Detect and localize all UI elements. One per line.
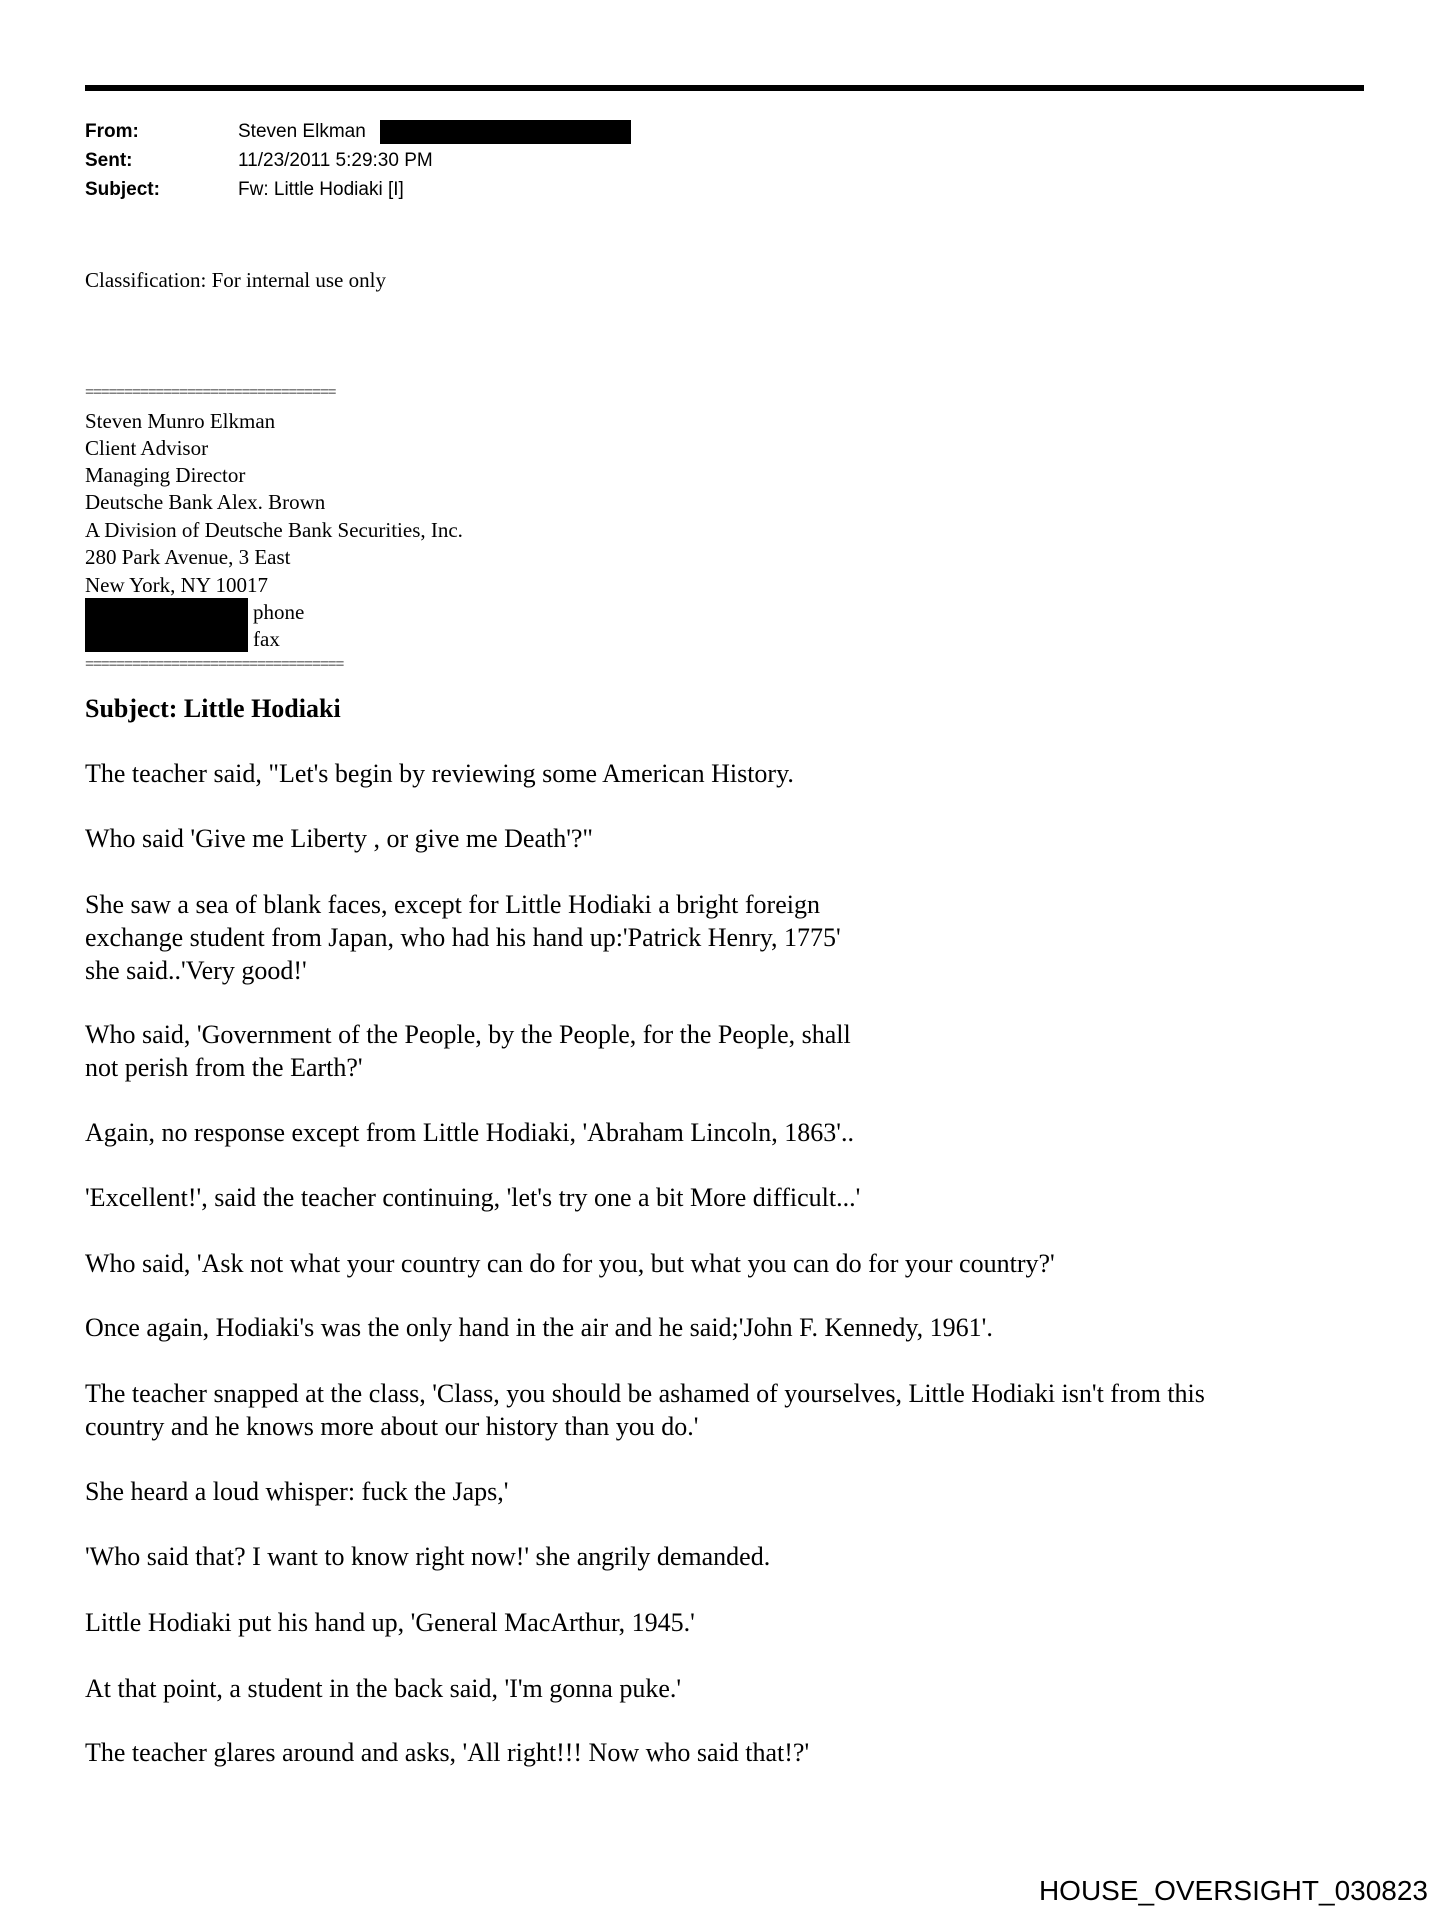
body-line: 'Who said that? I want to know right now!' she angrily demanded. (85, 1542, 771, 1571)
body-line: not perish from the Earth?' (85, 1053, 363, 1082)
body-line: Little Hodiaki put his hand up, 'General MacArthur, 1945.' (85, 1608, 695, 1637)
phone-label: phone (253, 600, 305, 624)
from-label: From: (85, 121, 139, 142)
classification: Classification: For internal use only (85, 268, 386, 292)
body-line: exchange student from Japan, who had his hand up:'Patrick Henry, 1775' (85, 923, 841, 952)
sent-label: Sent: (85, 150, 133, 171)
body-line: 'Excellent!', said the teacher continuing, 'let's try one a bit More difficult...' (85, 1183, 861, 1212)
fax-label: fax (253, 627, 280, 651)
body-line: Once again, Hodiaki's was the only hand in the air and he said;'John F. Kennedy, 1961'. (85, 1313, 993, 1342)
signature-line: Deutsche Bank Alex. Brown (85, 490, 326, 514)
body-subject: Subject: Little Hodiaki (85, 694, 341, 723)
body-line: The teacher snapped at the class, 'Class, you should be ashamed of yourselves, Little Hodiaki isn't from this (85, 1379, 1205, 1408)
body-line: country and he knows more about our history than you do.' (85, 1412, 699, 1441)
body-line: she said..'Very good!' (85, 956, 307, 985)
redaction-phone-fax (85, 598, 248, 652)
body-line: Who said 'Give me Liberty , or give me Death'?" (85, 824, 594, 853)
top-rule (85, 85, 1364, 91)
body-line: She saw a sea of blank faces, except for Little Hodiaki a bright foreign (85, 890, 820, 919)
body-line: Who said, 'Government of the People, by the People, for the People, shall (85, 1020, 851, 1049)
body-line: Again, no response except from Little Hodiaki, 'Abraham Lincoln, 1863'.. (85, 1118, 854, 1147)
subject-value: Fw: Little Hodiaki [I] (238, 179, 404, 200)
signature-line: Managing Director (85, 463, 246, 487)
body-line: Who said, 'Ask not what your country can do for you, but what you can do for your country?' (85, 1249, 1055, 1278)
subject-label: Subject: (85, 179, 160, 200)
body-line: At that point, a student in the back said, 'I'm gonna puke.' (85, 1674, 682, 1703)
from-value: Steven Elkman (238, 121, 366, 142)
bates-number: HOUSE_OVERSIGHT_030823 (1038, 1875, 1428, 1906)
signature-line: Client Advisor (85, 436, 209, 460)
body-line: She heard a loud whisper: fuck the Japs,' (85, 1477, 509, 1506)
signature-line: 280 Park Avenue, 3 East (85, 545, 291, 569)
body-line: The teacher said, "Let's begin by reviewing some American History. (85, 759, 794, 788)
signature-line: Steven Munro Elkman (85, 409, 276, 433)
sent-value: 11/23/2011 5:29:30 PM (238, 150, 433, 171)
signature-separator-bottom: ================================= (85, 656, 344, 673)
signature-line: New York, NY 10017 (85, 573, 268, 597)
signature-separator-top: ================================ (85, 384, 336, 401)
signature-line: A Division of Deutsche Bank Securities, Inc. (85, 518, 463, 542)
body-line: The teacher glares around and asks, 'All right!!! Now who said that!?' (85, 1738, 810, 1767)
redaction-email (380, 120, 631, 144)
